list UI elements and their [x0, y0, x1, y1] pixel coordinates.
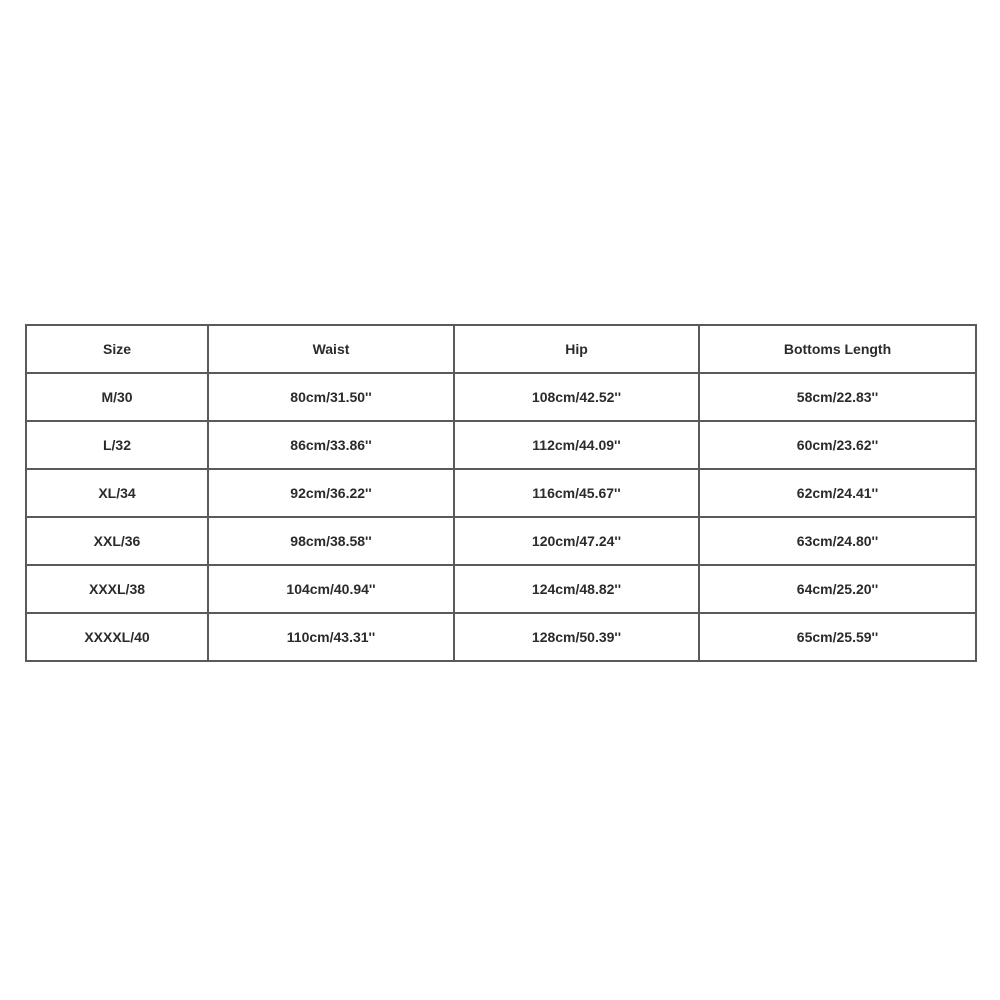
cell-waist: 86cm/33.86''	[208, 421, 454, 469]
cell-waist: 110cm/43.31''	[208, 613, 454, 661]
table-row	[26, 517, 976, 565]
cell-bottoms-length: 58cm/22.83''	[699, 373, 976, 421]
cell-hip: 128cm/50.39''	[454, 613, 699, 661]
cell-bottoms-length: 65cm/25.59''	[699, 613, 976, 661]
cell-size: L/32	[26, 421, 208, 469]
cell-hip: 120cm/47.24''	[454, 517, 699, 565]
header-row	[26, 325, 976, 373]
cell-waist: 92cm/36.22''	[208, 469, 454, 517]
cell-waist: 98cm/38.58''	[208, 517, 454, 565]
cell-hip: 116cm/45.67''	[454, 469, 699, 517]
cell-bottoms-length: 60cm/23.62''	[699, 421, 976, 469]
size-chart-header	[26, 325, 976, 373]
header-waist: Waist	[208, 325, 454, 373]
cell-waist: 80cm/31.50''	[208, 373, 454, 421]
cell-size: XXXL/38	[26, 565, 208, 613]
cell-hip: 108cm/42.52''	[454, 373, 699, 421]
cell-size: XXL/36	[26, 517, 208, 565]
header-hip: Hip	[454, 325, 699, 373]
cell-bottoms-length: 64cm/25.20''	[699, 565, 976, 613]
cell-bottoms-length: 62cm/24.41''	[699, 469, 976, 517]
size-chart-body	[26, 373, 976, 661]
table-row	[26, 613, 976, 661]
size-chart-table	[25, 324, 977, 662]
cell-waist: 104cm/40.94''	[208, 565, 454, 613]
cell-bottoms-length: 63cm/24.80''	[699, 517, 976, 565]
header-size: Size	[26, 325, 208, 373]
table-row	[26, 565, 976, 613]
cell-size: XXXXL/40	[26, 613, 208, 661]
table-row	[26, 373, 976, 421]
cell-hip: 112cm/44.09''	[454, 421, 699, 469]
cell-size: M/30	[26, 373, 208, 421]
cell-size: XL/34	[26, 469, 208, 517]
header-bottoms-length: Bottoms Length	[699, 325, 976, 373]
cell-hip: 124cm/48.82''	[454, 565, 699, 613]
table-row	[26, 469, 976, 517]
table-row	[26, 421, 976, 469]
